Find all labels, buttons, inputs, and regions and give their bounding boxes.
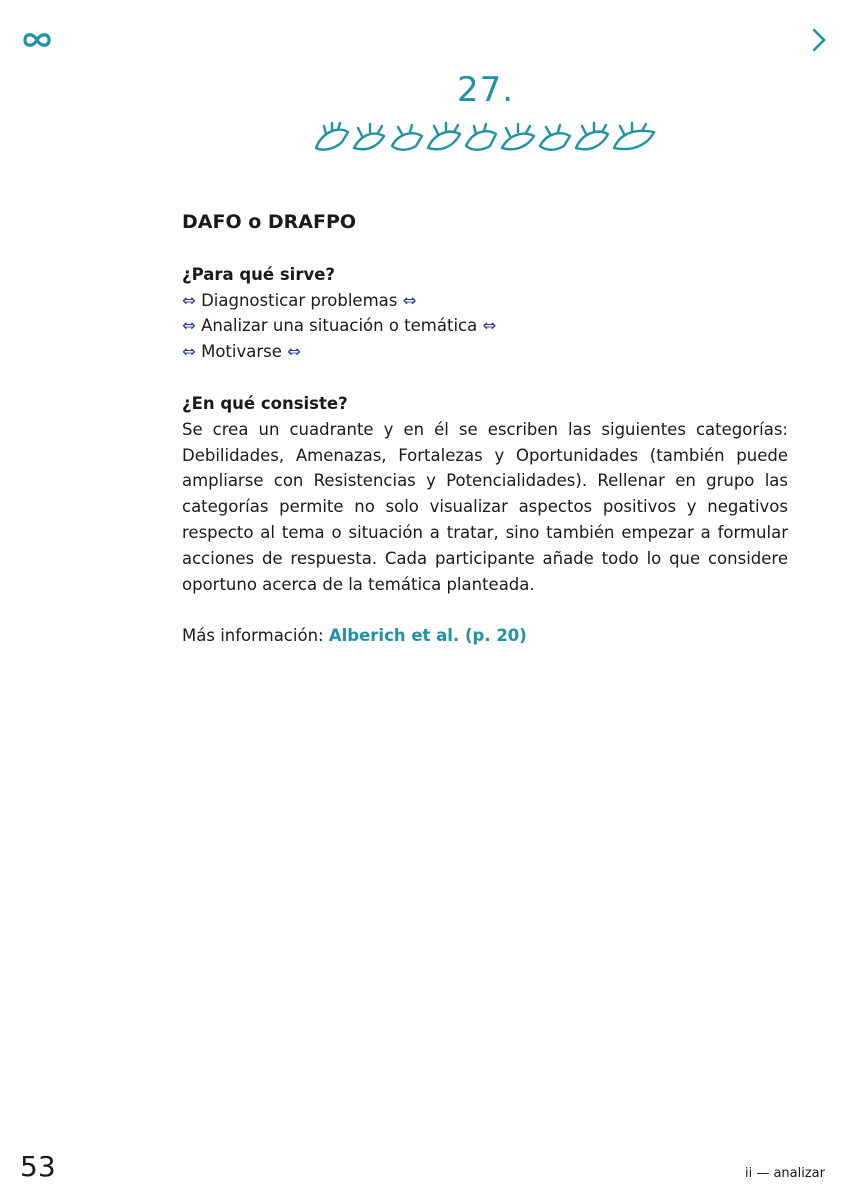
double-arrow-icon: ⇔ — [182, 316, 196, 336]
page-number: 53 — [20, 1150, 56, 1183]
double-arrow-icon: ⇔ — [482, 316, 497, 336]
purpose-heading: ¿Para qué sirve? — [182, 264, 335, 284]
list-item: ⇔ Diagnosticar problemas ⇔ — [182, 290, 417, 310]
double-arrow-icon: ⇔ — [182, 342, 196, 362]
infinity-icon[interactable] — [20, 26, 54, 54]
reference-link[interactable]: Alberich et al. (p. 20) — [328, 626, 527, 646]
chevron-right-icon[interactable] — [808, 26, 830, 54]
double-arrow-icon: ⇔ — [182, 290, 196, 310]
double-arrow-icon: ⇔ — [402, 290, 417, 310]
pointing-hands-icon — [312, 118, 658, 158]
description-text: Se crea un cuadrante y en él se escriben las siguientes categorías: Debilidades, Amenazas, Fortalezas y Oportunidades (también puede ampliarse con Resistencias y Potencialidades). Rellenar en grupo las categorías permite no solo visualizar aspectos positivos y negativos respecto al tema o situación a tratar, sino también empezar a formular acciones de respuesta. Cada participante añade todo lo que considere oportuno acerca de la temática planteada. — [182, 419, 788, 594]
description-heading: ¿En qué consiste? — [182, 393, 348, 413]
section-label: ii — analizar — [744, 1166, 825, 1181]
list-item: ⇔ Motivarse ⇔ — [182, 342, 301, 362]
more-info-label: Más información: — [182, 626, 324, 646]
technique-title: DAFO o DRAFPO — [182, 211, 357, 233]
technique-card — [182, 210, 788, 649]
purpose-list — [182, 288, 788, 365]
technique-number: 27. — [456, 70, 515, 110]
more-info — [182, 623, 788, 649]
double-arrow-icon: ⇔ — [287, 342, 301, 362]
list-item: ⇔ Analizar una situación o temática ⇔ — [182, 316, 497, 336]
